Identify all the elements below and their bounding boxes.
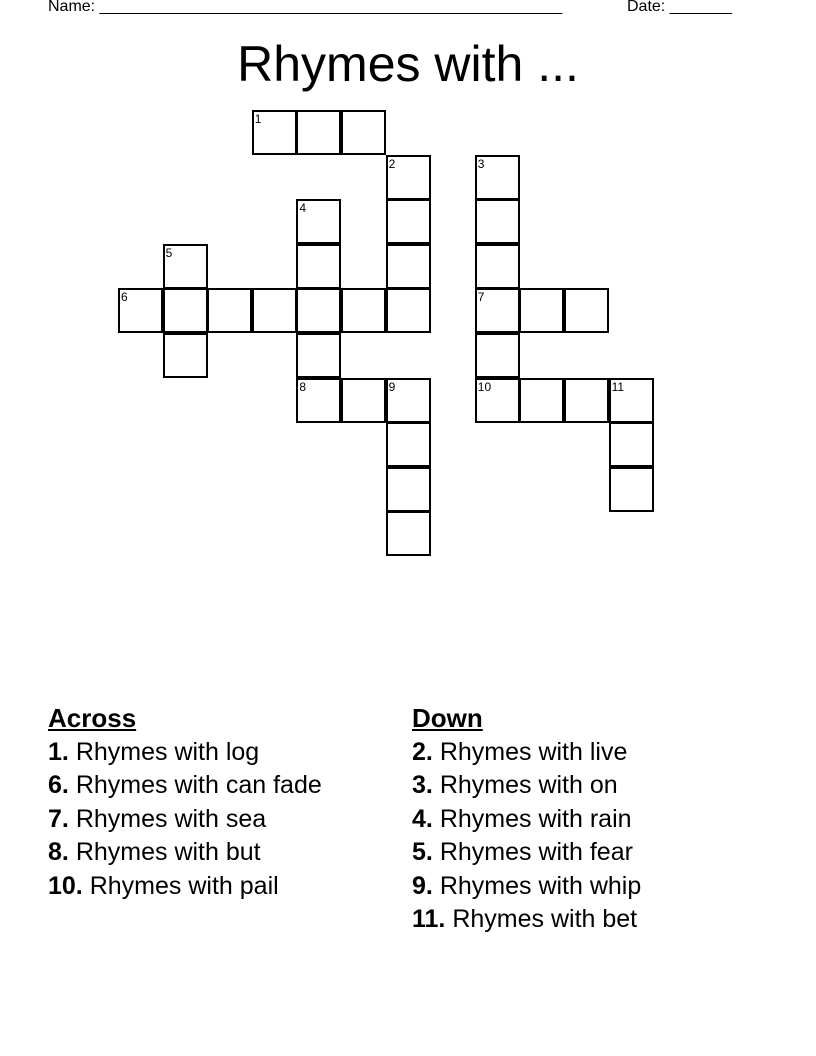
clue-down-5 [412, 836, 641, 870]
crossword-cell[interactable] [296, 244, 341, 289]
clue-text: Rhymes with rain [439, 804, 632, 833]
cell-number: 10 [477, 379, 492, 394]
crossword-cell[interactable] [163, 288, 208, 333]
crossword-cell[interactable] [475, 155, 520, 200]
cell-number: 8 [299, 379, 307, 394]
down-heading: Down [412, 703, 483, 733]
crossword-cell[interactable] [386, 244, 431, 289]
clue-number: 10. [48, 871, 83, 900]
crossword-cell[interactable] [609, 467, 654, 512]
cell-number: 2 [388, 156, 396, 171]
clue-number: 6. [48, 771, 69, 799]
across-heading: Across [48, 703, 137, 733]
clue-across-7 [48, 803, 322, 837]
cell-number: 7 [477, 290, 485, 305]
clue-text: Rhymes with log [75, 737, 260, 766]
crossword-cell[interactable] [341, 378, 386, 423]
cell-number: 3 [477, 156, 485, 171]
crossword-cell[interactable] [386, 199, 431, 244]
clue-number: 7. [48, 804, 69, 833]
crossword-cell[interactable] [296, 199, 341, 244]
crossword-cell[interactable] [475, 378, 520, 423]
cell-number: 11 [611, 379, 625, 394]
crossword-cell[interactable] [564, 288, 609, 333]
clue-text: Rhymes with live [439, 737, 628, 766]
clue-down-4 [412, 803, 641, 837]
name-field[interactable]: Name: ____________________________________________________ [48, 0, 563, 15]
crossword-cell[interactable] [609, 378, 654, 423]
clue-across-6 [48, 769, 322, 803]
crossword-cell[interactable] [519, 288, 564, 333]
crossword-cell[interactable] [207, 288, 252, 333]
clue-text: Rhymes with sea [75, 804, 267, 833]
crossword-cell[interactable] [609, 422, 654, 467]
clue-number: 11. [412, 905, 446, 933]
crossword-cell[interactable] [296, 110, 341, 155]
clue-number: 3. [412, 771, 433, 799]
clue-across-8 [48, 836, 322, 870]
crossword-cell[interactable] [386, 155, 431, 200]
clues-down [412, 702, 641, 937]
clue-text: Rhymes with fear [439, 838, 633, 866]
cell-number: 9 [388, 379, 396, 394]
clue-down-11 [412, 903, 641, 937]
page-title: Rhymes with ... [237, 36, 579, 92]
cell-number: 4 [299, 201, 307, 216]
clue-number: 1. [48, 737, 69, 766]
clue-text: Rhymes with on [439, 771, 618, 799]
crossword-cell[interactable] [386, 422, 431, 467]
cell-number: 1 [254, 112, 262, 126]
crossword-cell[interactable] [519, 378, 564, 423]
crossword-cell[interactable] [341, 110, 386, 155]
clue-text: Rhymes with but [75, 838, 261, 866]
crossword-cell[interactable] [386, 467, 431, 512]
crossword-cell[interactable] [163, 244, 208, 289]
crossword-cell[interactable] [386, 288, 431, 333]
clue-text: Rhymes with can fade [75, 771, 322, 799]
clue-text: Rhymes with pail [89, 871, 279, 900]
date-field[interactable]: Date: _______ [627, 0, 732, 15]
cell-number: 6 [121, 290, 128, 305]
clue-text: Rhymes with whip [439, 871, 642, 900]
clues-across [48, 702, 322, 903]
crossword-cell[interactable] [475, 244, 520, 289]
crossword-cell[interactable] [475, 288, 520, 333]
crossword-cell[interactable] [386, 511, 431, 556]
crossword-cell[interactable] [252, 110, 297, 155]
clue-down-2 [412, 736, 641, 770]
crossword-cell[interactable] [118, 288, 163, 333]
clue-down-3 [412, 769, 641, 803]
clue-across-1 [48, 736, 322, 770]
crossword-cell[interactable] [296, 378, 341, 423]
cell-number: 5 [165, 245, 173, 260]
crossword-cell[interactable] [475, 199, 520, 244]
clue-number: 4. [412, 804, 433, 833]
crossword-cell[interactable] [296, 333, 341, 378]
clue-number: 5. [412, 838, 433, 866]
clue-number: 2. [412, 737, 433, 766]
crossword-cell[interactable] [386, 378, 431, 423]
clue-across-10 [48, 870, 322, 904]
crossword-cell[interactable] [252, 288, 297, 333]
crossword-cell[interactable] [341, 288, 386, 333]
crossword-cell[interactable] [163, 333, 208, 378]
clue-number: 9. [412, 871, 433, 900]
clue-number: 8. [48, 838, 69, 866]
clue-down-9 [412, 870, 641, 904]
crossword-cell[interactable] [564, 378, 609, 423]
crossword-cell[interactable] [296, 288, 341, 333]
clue-text: Rhymes with bet [452, 905, 638, 933]
crossword-cell[interactable] [475, 333, 520, 378]
